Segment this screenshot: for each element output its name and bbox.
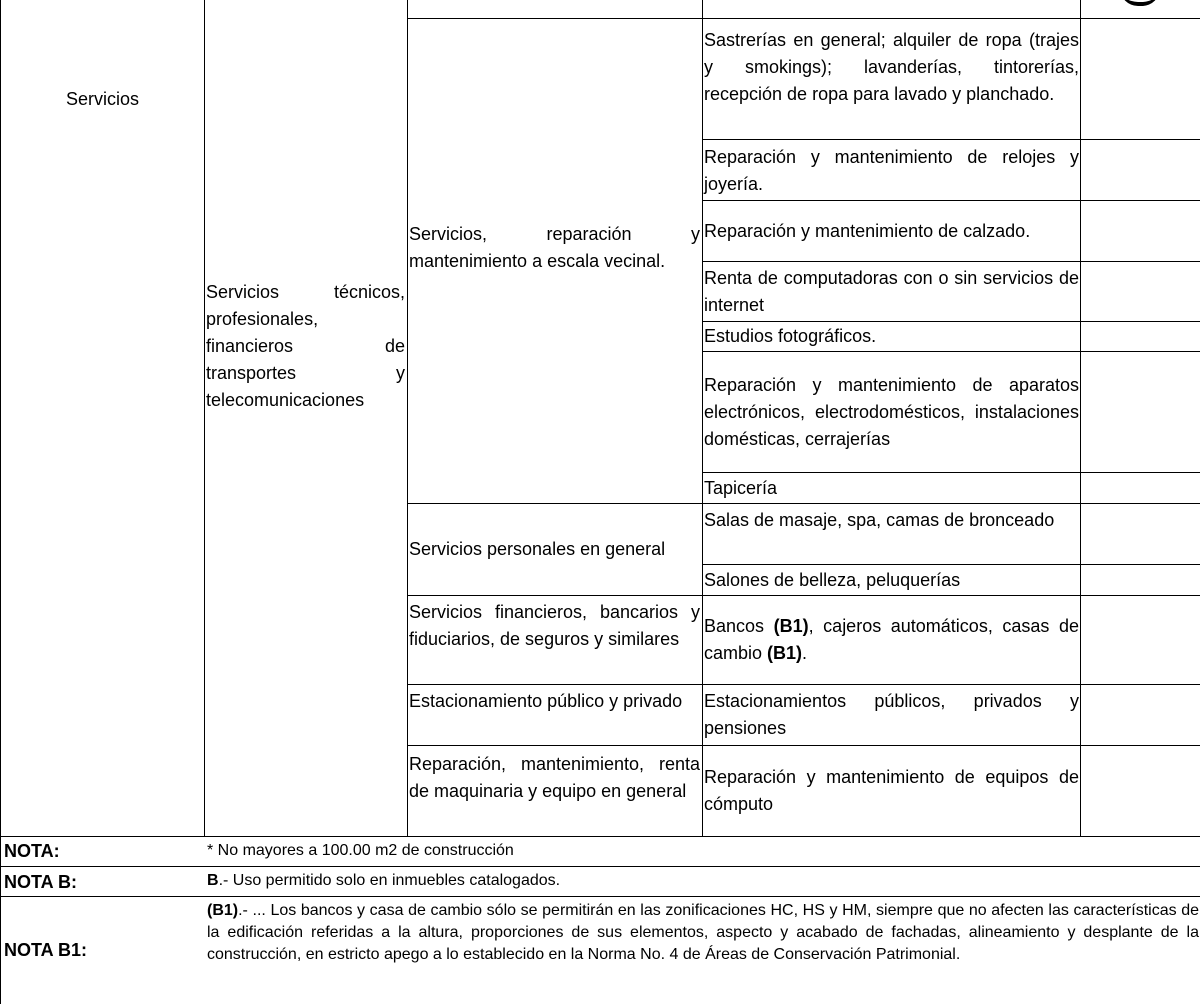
item-cell-aparatos [704,372,1079,453]
group-label: Reparación, mantenimiento, renta de maquinaria y equipo en general [409,754,700,801]
item-label: Salas de masaje, spa, camas de bronceado [704,510,1055,530]
item-cell-computo [704,764,1079,818]
item-label: Reparación y mantenimiento de calzado. [704,220,1031,241]
nota-b1-text: (B1).- ... Los bancos y casa de cambio sólo se permitirán en las zonificaciones HC, HS y HM, siempre que no afecten las características de la edificación referidas a la altura, proporciones de sus elementos, aspecto y acabado de fachadas, alineamiento y desplante de la construcción, en estricto apego a lo establecido en la Norma No. 4 de Áreas de Conservación Patrimonial. [207,902,1199,963]
category-cell [1,86,204,113]
item-cell-fotograficos [704,322,1079,351]
nota-label: NOTA: [4,841,60,861]
item-cell-estacionamientos [704,688,1079,742]
item-label: Bancos (B1), cajeros automáticos, casas de cambio (B1). [704,616,1079,663]
item-label: Estacionamientos públicos, privados y pensiones [704,691,1079,738]
item-label: Tapicería [704,477,778,498]
nota-b-label: NOTA B: [4,872,77,892]
item-label: Estudios fotográficos. [704,326,877,346]
item-label: Salones de belleza, peluquerías [704,569,961,590]
group-label: Servicios financieros, bancarios y fiduciarios, de seguros y similares [409,602,700,649]
item-cell-belleza [704,565,1079,595]
item-cell-sastrerias [704,27,1079,108]
subcategory-cell [206,279,405,414]
group-cell-vecinal [409,221,700,275]
item-cell-computadoras [704,265,1079,319]
group-label: Servicios personales en general [409,539,666,559]
page-corner-mark [1120,0,1160,6]
item-label: Reparación y mantenimiento de equipos de cómputo [704,767,1079,814]
nota-text: * No mayores a 100.00 m2 de construcción [207,842,514,859]
nota-b-text: B.- Uso permitido solo en inmuebles catalogados. [207,872,561,889]
group-cell-financieros [409,599,700,653]
item-label: Sastrerías en general; alquiler de ropa (trajes y smokings); lavanderías, tintorerías, recepción de ropa para lavado y planchado. [704,30,1079,104]
item-cell-relojes [704,144,1079,198]
item-cell-masaje [704,507,1079,534]
group-cell-estacionamiento [409,688,700,715]
category-label: Servicios [65,89,140,109]
nota-b1-label: NOTA B1: [4,940,87,960]
item-label: Reparación y mantenimiento de relojes y joyería. [704,147,1079,194]
item-label: Reparación y mantenimiento de aparatos electrónicos, electrodomésticos, instalaciones domésticas, cerrajerías [704,375,1079,449]
item-label: Renta de computadoras con o sin servicios de internet [704,268,1079,315]
group-label: Servicios, reparación y mantenimiento a escala vecinal. [409,224,700,271]
item-cell-tapiceria [704,473,1079,503]
group-cell-maquinaria [409,751,700,805]
subcategory-label: Servicios técnicos, profesionales, financieros de transportes y telecomunicaciones [206,282,405,410]
item-cell-calzado [704,201,1079,261]
group-label: Estacionamiento público y privado [409,691,683,711]
item-cell-bancos [704,613,1079,667]
group-cell-personales [409,504,700,595]
